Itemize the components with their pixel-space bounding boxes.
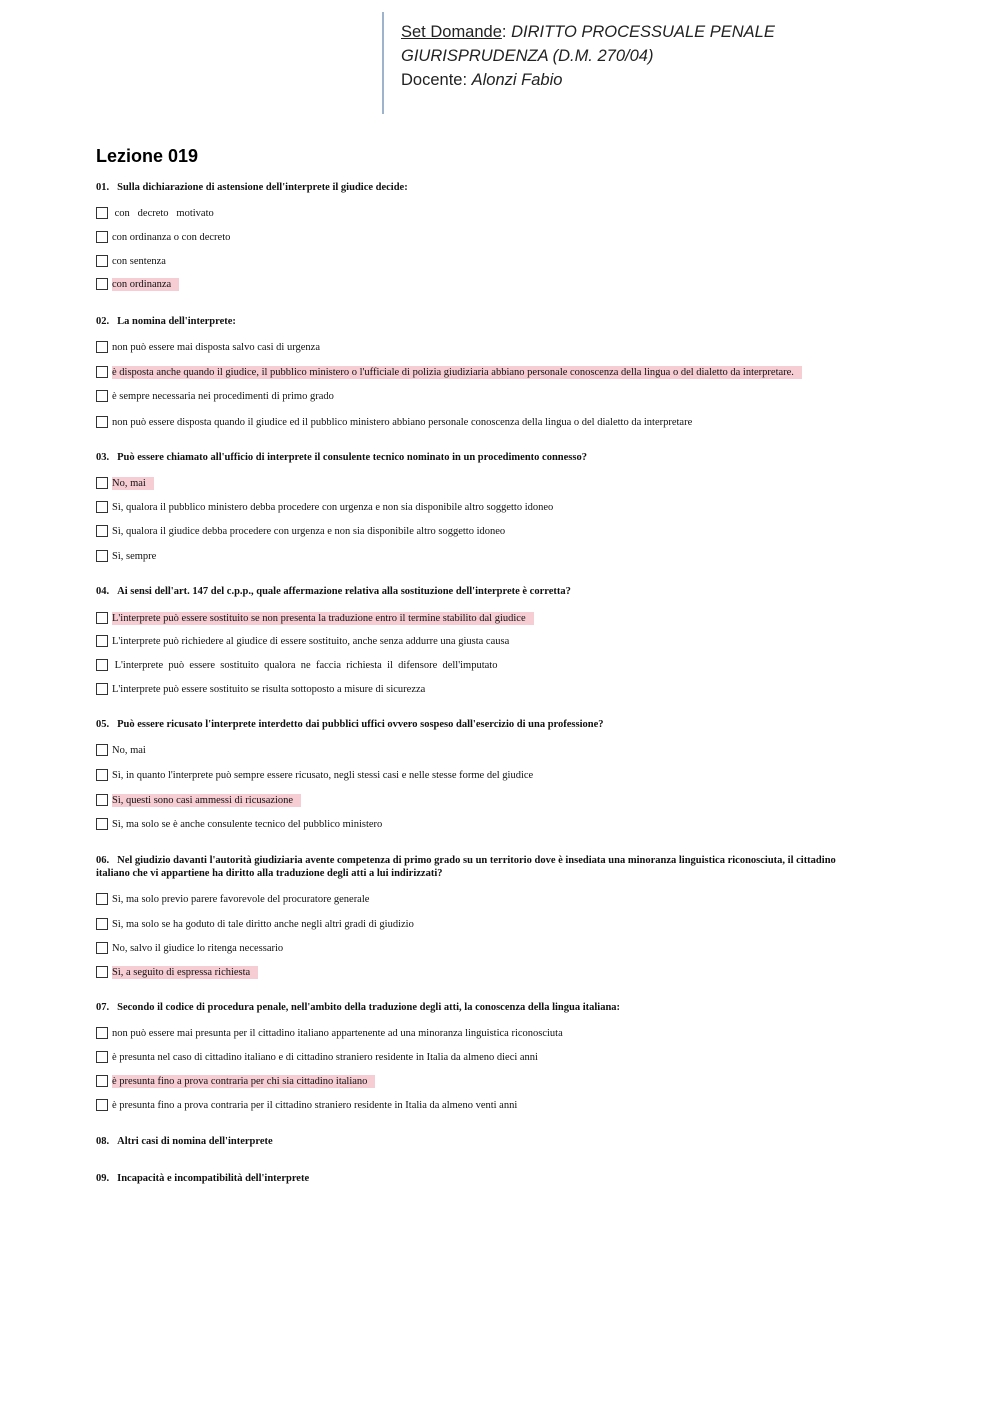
question-3 bbox=[96, 451, 866, 562]
question-number: 02. bbox=[96, 316, 110, 327]
answer-checkbox[interactable] bbox=[96, 341, 108, 353]
answer-checkbox[interactable] bbox=[96, 1099, 108, 1111]
answer-checkbox[interactable] bbox=[96, 1075, 108, 1087]
question-body: Secondo il codice di procedura penale, nell'ambito della traduzione degli atti, la conoscenza della lingua italiana: bbox=[117, 1002, 621, 1013]
answer-checkbox[interactable] bbox=[96, 794, 108, 806]
answer-option[interactable] bbox=[96, 548, 164, 564]
question-number: 05. bbox=[96, 719, 110, 730]
answer-option[interactable] bbox=[96, 388, 342, 404]
answer-checkbox[interactable] bbox=[96, 477, 108, 489]
answer-checkbox[interactable] bbox=[96, 416, 108, 428]
answer-text: Sì, qualora il giudice debba procedere con urgenza e non sia disponibile altro soggetto idoneo bbox=[112, 525, 506, 537]
answer-option[interactable] bbox=[96, 414, 700, 430]
answer-text: Sì, qualora il pubblico ministero debba procedere con urgenza e non sia disponibile altro soggetto idoneo bbox=[112, 501, 554, 513]
question-body: Nel giudizio davanti l'autorità giudiziaria avente competenza di primo grado su un territorio dove è insediata una minoranza linguistica riconosciuta, il cittadino italiano che vi appartiene ha diritto alla traduzione degli atti a lui indirizzati? bbox=[96, 855, 836, 879]
answer-option[interactable] bbox=[96, 681, 433, 697]
answer-text: con sentenza bbox=[112, 255, 166, 267]
document-header bbox=[382, 12, 775, 114]
answer-text: non può essere disposta quando il giudice ed il pubblico ministero abbiano personale conoscenza della lingua o del dialetto da interpretare bbox=[112, 416, 693, 428]
question-1 bbox=[96, 181, 866, 290]
set-line bbox=[401, 20, 775, 44]
answer-option[interactable] bbox=[96, 816, 390, 832]
answer-option[interactable] bbox=[96, 1073, 375, 1089]
answer-checkbox[interactable] bbox=[96, 390, 108, 402]
answer-checkbox[interactable] bbox=[96, 278, 108, 290]
answer-text: è presunta fino a prova contraria per il cittadino straniero residente in Italia da almeno venti anni bbox=[112, 1099, 518, 1111]
course-line bbox=[401, 44, 775, 68]
answer-checkbox[interactable] bbox=[96, 966, 108, 978]
answer-text: L'interprete può essere sostituito se risulta sottoposto a misure di sicurezza bbox=[112, 683, 426, 695]
answer-checkbox[interactable] bbox=[96, 612, 108, 624]
answer-option[interactable] bbox=[96, 610, 534, 626]
answer-checkbox[interactable] bbox=[96, 769, 108, 781]
answer-text: L'interprete può essere sostituito qualora ne faccia richiesta il difensore dell'imputato bbox=[112, 659, 498, 671]
answer-option[interactable] bbox=[96, 339, 328, 355]
answer-checkbox[interactable] bbox=[96, 366, 108, 378]
answer-text-highlighted: è presunta fino a prova contraria per chi sia cittadino italiano bbox=[112, 1075, 375, 1088]
course-name: GIURISPRUDENZA (D.M. 270/04) bbox=[401, 47, 654, 65]
question-text bbox=[96, 181, 866, 194]
answer-checkbox[interactable] bbox=[96, 525, 108, 537]
answer-checkbox[interactable] bbox=[96, 918, 108, 930]
question-number: 04. bbox=[96, 586, 110, 597]
answer-checkbox[interactable] bbox=[96, 744, 108, 756]
answer-option[interactable] bbox=[96, 253, 174, 269]
answer-text: Sì, ma solo se ha goduto di tale diritto anche negli altri gradi di giudizio bbox=[112, 918, 414, 930]
teacher-line bbox=[401, 68, 775, 92]
answer-checkbox[interactable] bbox=[96, 1051, 108, 1063]
answer-option[interactable] bbox=[96, 916, 422, 932]
answer-option[interactable] bbox=[96, 792, 301, 808]
answer-checkbox[interactable] bbox=[96, 1027, 108, 1039]
answer-checkbox[interactable] bbox=[96, 893, 108, 905]
question-8 bbox=[96, 1135, 866, 1148]
answer-option[interactable] bbox=[96, 940, 291, 956]
answer-option[interactable] bbox=[96, 657, 505, 673]
answer-checkbox[interactable] bbox=[96, 207, 108, 219]
question-number: 06. bbox=[96, 855, 110, 866]
question-body: Può essere ricusato l'interprete interdetto dai pubblici uffici ovvero sospeso dall'esercizio di una professione? bbox=[117, 719, 604, 730]
question-number: 07. bbox=[96, 1002, 110, 1013]
teacher-label: Docente: bbox=[401, 71, 468, 89]
answer-text-highlighted: L'interprete può essere sostituito se non presenta la traduzione entro il termine stabilito dal giudice bbox=[112, 612, 534, 625]
answer-option[interactable] bbox=[96, 742, 154, 758]
question-body: Ai sensi dell'art. 147 del c.p.p., quale affermazione relativa alla sostituzione dell'interprete è corretta? bbox=[117, 586, 571, 597]
answer-text: Sì, ma solo se è anche consulente tecnico del pubblico ministero bbox=[112, 818, 383, 830]
question-5 bbox=[96, 718, 866, 830]
answer-option[interactable] bbox=[96, 1097, 525, 1113]
answer-text: No, mai bbox=[112, 744, 146, 756]
question-body: La nomina dell'interprete: bbox=[117, 316, 236, 327]
set-label: Set Domande bbox=[401, 23, 502, 41]
answer-option[interactable] bbox=[96, 767, 541, 783]
answer-option[interactable] bbox=[96, 891, 377, 907]
question-number: 01. bbox=[96, 182, 110, 193]
answer-text: non può essere mai disposta salvo casi di urgenza bbox=[112, 341, 321, 353]
answer-text-highlighted: è disposta anche quando il giudice, il pubblico ministero o l'ufficiale di polizia giudiziaria abbiano personale conoscenza della lingua o del dialetto da interpretare. bbox=[112, 366, 802, 379]
answer-option[interactable] bbox=[96, 276, 179, 292]
answer-text: Sì, ma solo previo parere favorevole del procuratore generale bbox=[112, 893, 370, 905]
answer-option[interactable] bbox=[96, 229, 238, 245]
question-text bbox=[96, 1001, 866, 1014]
question-body: Sulla dichiarazione di astensione dell'interprete il giudice decide: bbox=[117, 182, 408, 193]
answer-text-highlighted: con ordinanza bbox=[112, 278, 179, 291]
answer-checkbox[interactable] bbox=[96, 659, 108, 671]
answer-text: è presunta nel caso di cittadino italiano e di cittadino straniero residente in Italia da almeno dieci anni bbox=[112, 1051, 538, 1063]
answer-text-highlighted: Sì, questi sono casi ammessi di ricusazione bbox=[112, 794, 301, 807]
question-number: 08. bbox=[96, 1136, 110, 1147]
answer-option[interactable] bbox=[96, 964, 258, 980]
answer-option[interactable] bbox=[96, 1049, 546, 1065]
question-6 bbox=[96, 854, 866, 978]
question-text bbox=[96, 451, 866, 464]
answer-option[interactable] bbox=[96, 364, 802, 380]
answer-option[interactable] bbox=[96, 205, 222, 221]
set-title: DIRITTO PROCESSUALE PENALE bbox=[511, 23, 775, 41]
answer-checkbox[interactable] bbox=[96, 255, 108, 267]
set-separator: : bbox=[501, 23, 507, 41]
question-body: Altri casi di nomina dell'interprete bbox=[117, 1136, 273, 1147]
question-number: 03. bbox=[96, 452, 110, 463]
answer-option[interactable] bbox=[96, 499, 561, 515]
question-text bbox=[96, 1172, 866, 1185]
question-body: Può essere chiamato all'ufficio di interprete il consulente tecnico nominato in un procedimento connesso? bbox=[117, 452, 587, 463]
answer-text: No, salvo il giudice lo ritenga necessario bbox=[112, 942, 284, 954]
lesson-title: Lezione 019 bbox=[96, 146, 199, 166]
answer-text: Sì, sempre bbox=[112, 550, 157, 562]
answer-checkbox[interactable] bbox=[96, 501, 108, 513]
answer-checkbox[interactable] bbox=[96, 683, 108, 695]
question-number: 09. bbox=[96, 1173, 110, 1184]
answer-text: con ordinanza o con decreto bbox=[112, 231, 231, 243]
answer-option[interactable] bbox=[96, 1025, 571, 1041]
answer-checkbox[interactable] bbox=[96, 550, 108, 562]
teacher-name: Alonzi Fabio bbox=[471, 71, 563, 89]
answer-text: L'interprete può richiedere al giudice di essere sostituito, anche senza addurre una giusta causa bbox=[112, 635, 510, 647]
question-text bbox=[96, 585, 866, 598]
answer-text: è sempre necessaria nei procedimenti di primo grado bbox=[112, 390, 334, 402]
question-text bbox=[96, 854, 866, 880]
answer-text: non può essere mai presunta per il cittadino italiano appartenente ad una minoranza linguistica riconosciuta bbox=[112, 1027, 563, 1039]
question-7 bbox=[96, 1001, 866, 1111]
answer-text-highlighted: Sì, a seguito di espressa richiesta bbox=[112, 966, 258, 979]
question-2 bbox=[96, 315, 866, 428]
answer-checkbox[interactable] bbox=[96, 818, 108, 830]
answer-text: con decreto motivato bbox=[112, 207, 214, 219]
answer-option[interactable] bbox=[96, 475, 154, 491]
answer-checkbox[interactable] bbox=[96, 942, 108, 954]
answer-text: Sì, in quanto l'interprete può sempre essere ricusato, negli stessi casi e nelle stesse forme del giudice bbox=[112, 769, 534, 781]
question-text bbox=[96, 1135, 866, 1148]
answer-text-highlighted: No, mai bbox=[112, 477, 154, 490]
answer-checkbox[interactable] bbox=[96, 231, 108, 243]
question-text bbox=[96, 315, 866, 328]
question-4 bbox=[96, 585, 866, 695]
answer-option[interactable] bbox=[96, 633, 517, 649]
answer-checkbox[interactable] bbox=[96, 635, 108, 647]
question-text bbox=[96, 718, 866, 731]
question-body: Incapacità e incompatibilità dell'interprete bbox=[117, 1173, 310, 1184]
answer-option[interactable] bbox=[96, 523, 513, 539]
question-9 bbox=[96, 1172, 866, 1185]
